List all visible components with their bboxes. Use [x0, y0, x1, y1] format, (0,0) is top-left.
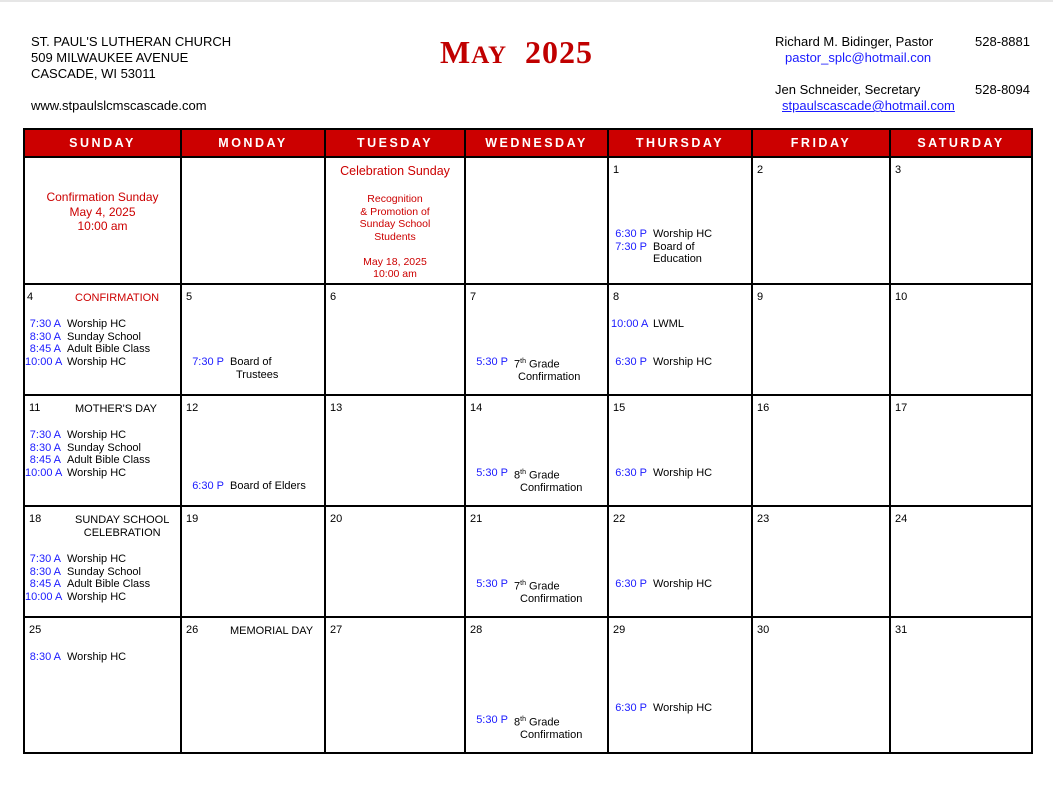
day-cell-5[interactable] [181, 284, 325, 395]
weekday-saturday: SATURDAY [890, 129, 1032, 157]
staff-info [775, 34, 1030, 114]
day-number: 24 [895, 513, 908, 525]
event-list [611, 702, 712, 715]
weekday-thursday: THURSDAY [608, 129, 752, 157]
confirmation-note: Confirmation Sunday May 4, 2025 10:00 am [46, 190, 159, 233]
day-number: 27 [330, 624, 343, 636]
day-label: MEMORIAL DAY [230, 625, 314, 637]
event-item: 8:45 A Adult Bible Class [29, 343, 151, 356]
day-cell-8[interactable] [608, 284, 752, 395]
day-number: 16 [757, 402, 770, 414]
day-number: 29 [613, 624, 626, 636]
day-cell-1[interactable] [608, 157, 752, 284]
weekday-friday: FRIDAY [752, 129, 890, 157]
day-cell-10[interactable] [890, 284, 1032, 395]
day-cell-13[interactable] [325, 395, 465, 506]
empty-cell [181, 157, 325, 284]
note-celebration-cell [325, 157, 465, 284]
day-cell-15[interactable] [608, 395, 752, 506]
secretary-name: Jen Schneider, Secretary [775, 82, 921, 97]
event-item: 10:00 A Worship HC [25, 356, 127, 369]
event-item: 6:30 P Worship HC [615, 467, 713, 479]
event-item: 10:00 A Worship HC [25, 467, 127, 480]
weekday-tuesday: TUESDAY [325, 129, 465, 157]
event-item: 6:30 P Worship HC [615, 356, 713, 368]
event-list [25, 318, 150, 369]
day-number: 17 [895, 402, 908, 414]
day-number: 21 [470, 513, 483, 525]
day-cell-3[interactable] [890, 157, 1032, 284]
event-item: 6:30 P Worship HC [615, 578, 713, 590]
day-number: 5 [186, 291, 193, 303]
celebration-note: Recognition & Promotion of Sunday School Students [359, 193, 431, 243]
day-cell-12[interactable] [181, 395, 325, 506]
note-confirmation-cell [24, 157, 181, 284]
event-list [472, 578, 582, 606]
event-item: 5:30 P 7th Grade [476, 356, 560, 371]
day-number: 18 [29, 513, 42, 525]
event-item: Education [653, 253, 702, 266]
day-number: 4 [27, 291, 34, 303]
event-item: 6:30 P Board of Elders [192, 480, 306, 492]
empty-cell [465, 157, 608, 284]
event-list [472, 467, 582, 495]
month-rest: AY [471, 42, 508, 69]
day-cell-22[interactable] [608, 506, 752, 617]
day-label: CONFIRMATION [75, 292, 160, 304]
year: 2025 [525, 34, 594, 70]
day-cell-31[interactable] [890, 617, 1032, 753]
calendar-grid [23, 128, 1033, 754]
day-number: 14 [470, 402, 483, 414]
event-item: Confirmation [518, 371, 581, 384]
event-item: Confirmation [520, 729, 583, 742]
event-list [188, 480, 306, 493]
day-number: 25 [29, 624, 42, 636]
month-initial: M [440, 34, 472, 70]
day-cell-17[interactable] [890, 395, 1032, 506]
day-cell-7[interactable] [465, 284, 608, 395]
event-list [25, 553, 150, 604]
secretary-phone: 528-8094 [975, 82, 1030, 97]
day-cell-29[interactable] [608, 617, 752, 753]
day-cell-4[interactable] [24, 284, 181, 395]
pastor-name: Richard M. Bidinger, Pastor [775, 34, 934, 49]
event-item: 6:30 P Worship HC [615, 702, 713, 714]
day-number: 23 [757, 513, 770, 525]
event-item: 5:30 P 8th Grade [476, 714, 560, 729]
day-number: 1 [613, 164, 620, 176]
event-list [25, 651, 126, 664]
church-address-2: CASCADE, WI 53011 [31, 66, 156, 81]
event-item: 7:30 A Worship HC [29, 318, 127, 330]
church-address-1: 509 MILWAUKEE AVENUE [31, 50, 189, 65]
weekday-header-row [24, 129, 1032, 157]
day-number: 20 [330, 513, 343, 525]
day-cell-14[interactable] [465, 395, 608, 506]
day-number: 19 [186, 513, 199, 525]
day-number: 30 [757, 624, 770, 636]
pastor-email[interactable]: pastor_splc@hotmail.con [785, 50, 932, 65]
church-website[interactable]: www.stpaulslcmscascade.com [31, 98, 207, 113]
event-item: 7:30 A Worship HC [29, 553, 127, 565]
event-item: 8:45 A Adult Bible Class [29, 454, 151, 467]
day-cell-28[interactable] [465, 617, 608, 753]
day-number: 22 [613, 513, 626, 525]
event-item: 5:30 P 7th Grade [476, 578, 560, 593]
church-name: ST. PAUL'S LUTHERAN CHURCH [31, 34, 232, 49]
week-row [24, 395, 1032, 506]
day-cell-19[interactable] [181, 506, 325, 617]
day-cell-16[interactable] [752, 395, 890, 506]
week-row [24, 617, 1032, 753]
day-cell-2[interactable] [752, 157, 890, 284]
event-list [611, 228, 712, 266]
event-item: 5:30 P 8th Grade [476, 467, 560, 482]
event-list [188, 356, 278, 381]
page-title [440, 34, 593, 71]
day-number: 11 [29, 402, 41, 414]
event-item: 6:30 P Worship HC [615, 228, 713, 240]
day-number: 13 [330, 402, 343, 414]
day-number: 6 [330, 291, 337, 303]
pastor-phone: 528-8881 [975, 34, 1030, 49]
event-item: 8:30 A Worship HC [29, 651, 127, 663]
day-cell-11[interactable] [24, 395, 181, 506]
event-item: Trustees [236, 368, 279, 381]
event-list [611, 356, 712, 369]
day-number: 8 [613, 291, 620, 303]
day-label: MOTHER'S DAY [75, 403, 157, 415]
event-list [611, 578, 712, 591]
day-cell-23[interactable] [752, 506, 890, 617]
event-list [611, 318, 684, 331]
day-number: 26 [186, 624, 199, 636]
day-cell-20[interactable] [325, 506, 465, 617]
event-list [25, 429, 150, 480]
event-item: 8:45 A Adult Bible Class [29, 578, 151, 591]
event-item: 7:30 P Board of [192, 356, 272, 368]
church-info [31, 34, 231, 114]
event-item: 7:30 P Board of [615, 240, 695, 253]
day-number: 31 [895, 624, 908, 636]
week-row [24, 157, 1032, 284]
day-cell-21[interactable] [465, 506, 608, 617]
week-row [24, 284, 1032, 395]
event-item: 10:00 A Worship HC [25, 591, 127, 604]
celebration-date: May 18, 2025 10:00 am [363, 256, 427, 280]
event-item: 10:00 A LWML [611, 318, 684, 330]
celebration-title: Celebration Sunday [340, 164, 450, 178]
day-number: 9 [757, 291, 764, 303]
event-list [472, 714, 582, 742]
day-number: 3 [895, 164, 902, 176]
secretary-email[interactable]: stpaulscascade@hotmail.com [782, 98, 955, 113]
top-border [0, 0, 1053, 2]
day-number: 12 [186, 402, 199, 414]
day-cell-6[interactable] [325, 284, 465, 395]
day-cell-27[interactable] [325, 617, 465, 753]
day-cell-30[interactable] [752, 617, 890, 753]
event-item: 8:30 A Sunday School [29, 565, 141, 578]
event-item: Confirmation [520, 593, 583, 606]
event-item: 8:30 A Sunday School [29, 330, 141, 343]
day-cell-26[interactable] [181, 617, 325, 753]
day-label: SUNDAY SCHOOL CELEBRATION [75, 514, 170, 539]
weekday-monday: MONDAY [181, 129, 325, 157]
event-item: Confirmation [520, 482, 583, 495]
day-number: 15 [613, 402, 626, 414]
event-item: 8:30 A Sunday School [29, 441, 141, 454]
event-list [472, 356, 580, 384]
day-cell-25[interactable] [24, 617, 181, 753]
day-number: 28 [470, 624, 483, 636]
event-item: 7:30 A Worship HC [29, 429, 127, 441]
day-number: 7 [470, 291, 477, 303]
day-cell-9[interactable] [752, 284, 890, 395]
week-row [24, 506, 1032, 617]
day-cell-24[interactable] [890, 506, 1032, 617]
day-cell-18[interactable] [24, 506, 181, 617]
weekday-sunday: SUNDAY [24, 129, 181, 157]
day-number: 2 [757, 164, 764, 176]
day-number: 10 [895, 291, 908, 303]
event-list [611, 467, 712, 480]
weekday-wednesday: WEDNESDAY [465, 129, 608, 157]
